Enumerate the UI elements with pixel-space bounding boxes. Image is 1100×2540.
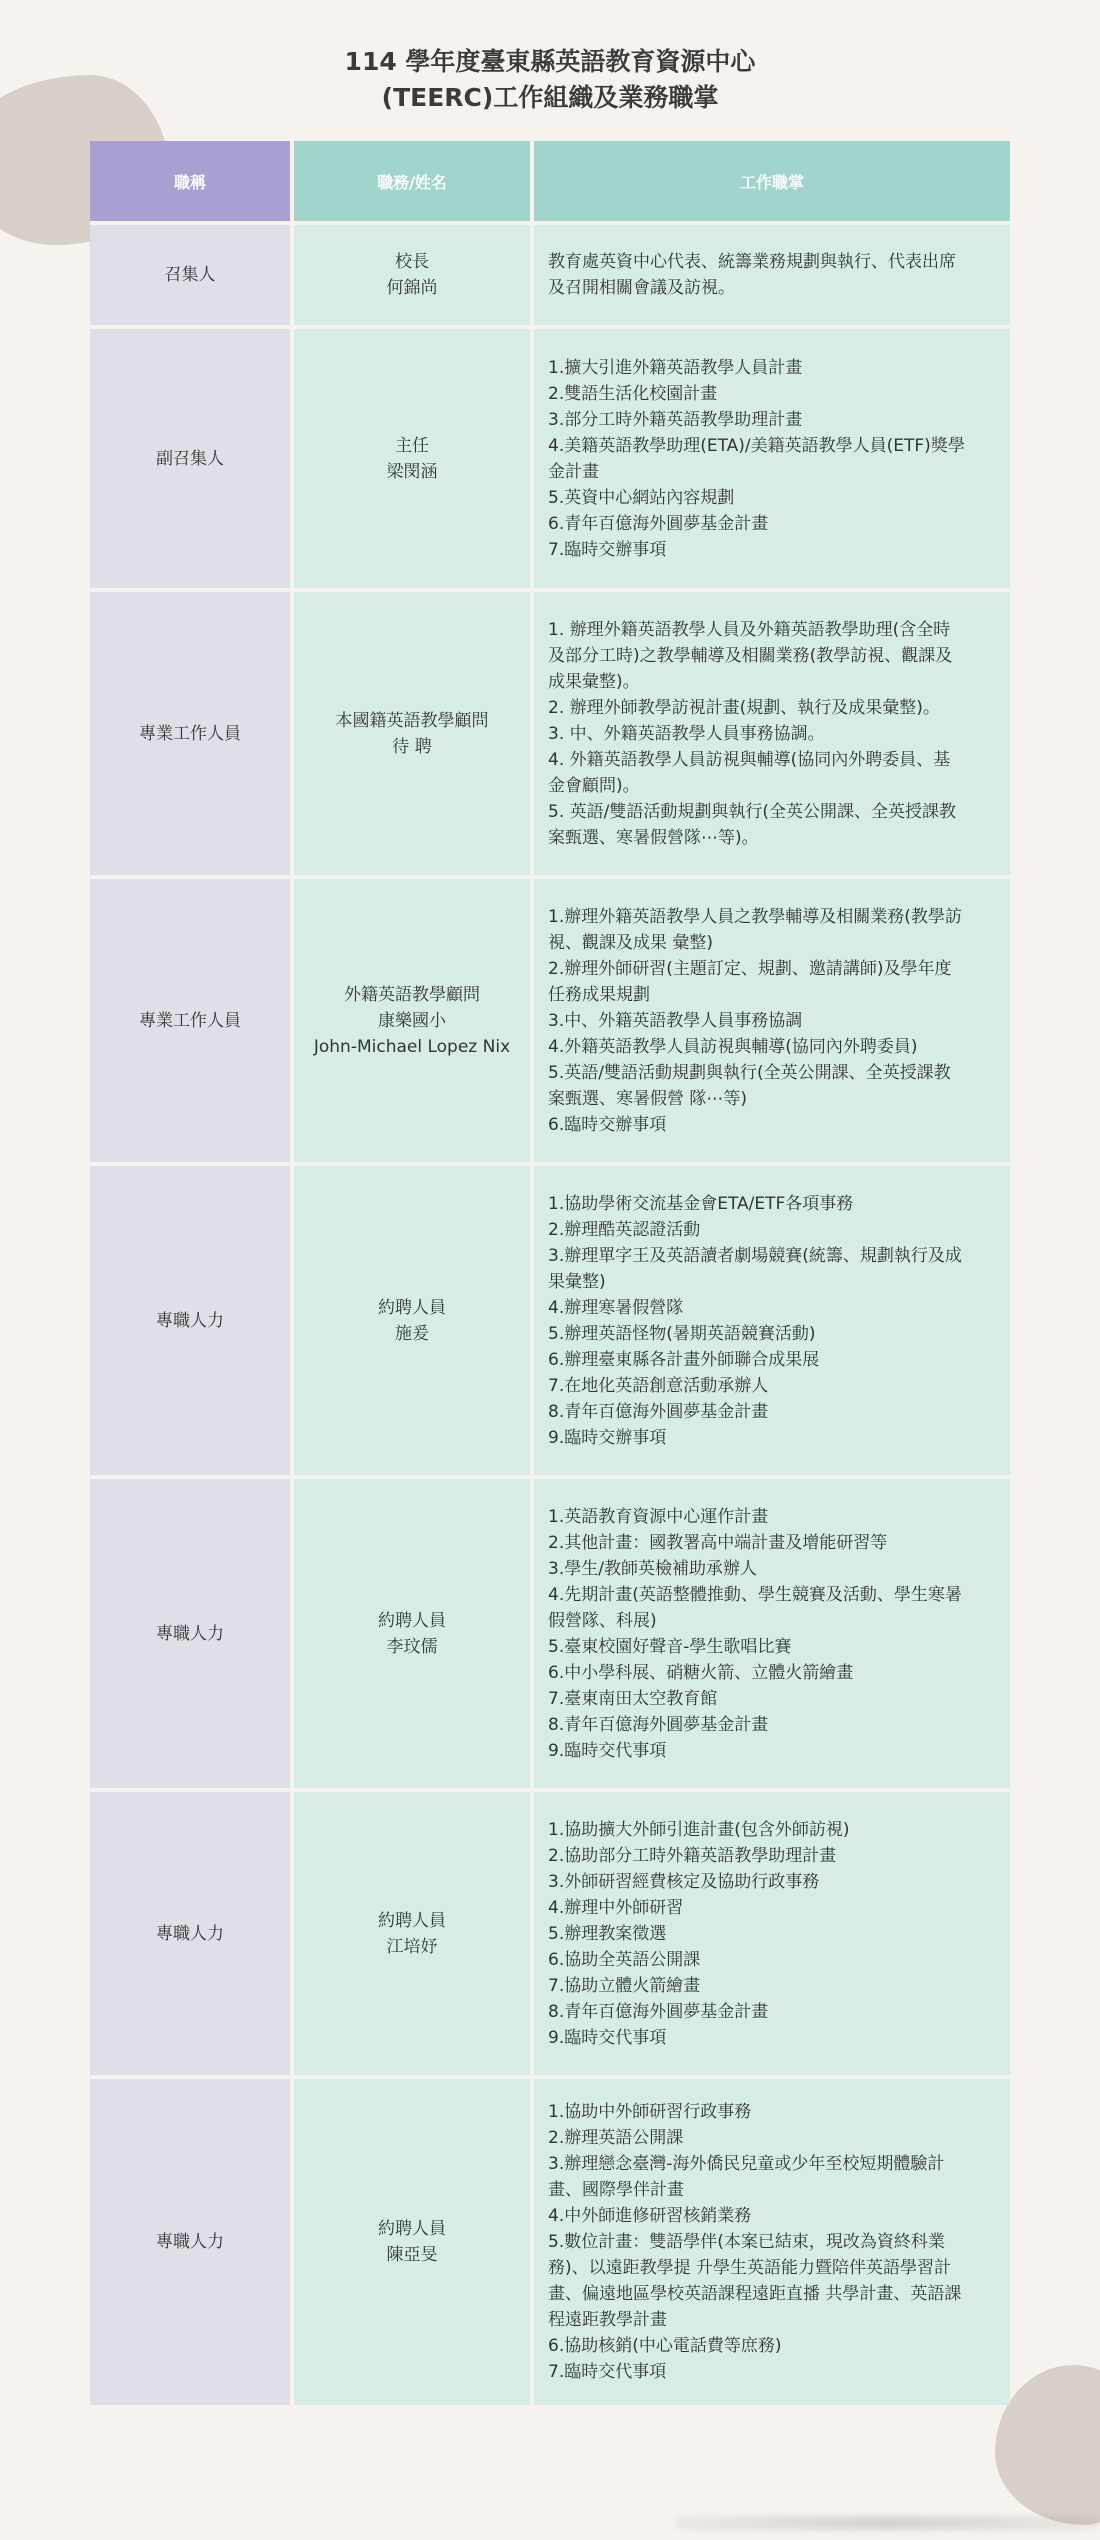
name-line: 李玟儒: [386, 1636, 438, 1657]
table-row: [90, 221, 1010, 325]
duty-item: 視、觀課及成果 彙整): [548, 932, 714, 953]
duty-item: 4.辦理寒暑假營隊: [548, 1297, 684, 1318]
table-header-row: [90, 141, 1010, 221]
duty-item: 7.臨時交代事項: [548, 2362, 667, 2382]
duty-item: 1.英語教育資源中心運作計畫: [548, 1506, 769, 1527]
duty-item: 4.先期計畫(英語整體推動、學生競賽及活動、學生寒暑: [548, 1584, 962, 1605]
role-cell: 專職人力: [90, 1162, 290, 1475]
name-cell: [294, 1788, 530, 2075]
duty-item: 1.擴大引進外籍英語教學人員計畫: [548, 357, 803, 378]
duty-item: 3.辦理單字王及英語讀者劇場競賽(統籌、規劃執行及成: [548, 1245, 962, 1266]
duty-item: 2.其他計畫：國教署高中端計畫及增能研習等: [548, 1532, 888, 1553]
duty-item: 及召開相關會議及訪視。: [548, 278, 735, 298]
name-cell: [294, 875, 530, 1162]
duty-item: 1.協助中外師研習行政事務: [548, 2102, 752, 2122]
role-cell: 專職人力: [90, 1788, 290, 2075]
name-line: 本國籍英語教學顧問: [335, 710, 489, 731]
duty-item: 2.辦理英語公開課: [548, 2128, 684, 2148]
duty-item: 金會顧問)。: [548, 775, 640, 796]
duty-item: 程遠距教學計畫: [548, 2310, 667, 2330]
name-line: 約聘人員: [378, 1297, 446, 1318]
name-line: 校長: [395, 252, 429, 272]
name-line: 梁閔涵: [386, 461, 438, 482]
name-cell: [294, 2075, 530, 2405]
name-line: 施爰: [395, 1323, 429, 1344]
duty-item: 7.協助立體火箭繪畫: [548, 1975, 701, 1996]
duty-item: 及部分工時)之教學輔導及相關業務(教學訪視、觀課及: [548, 645, 953, 666]
duty-item: 2.辦理酷英認證活動: [548, 1219, 701, 1240]
duty-item: 案甄選、寒暑假營隊⋯等)。: [548, 827, 759, 848]
duty-item: 3. 中、外籍英語教學人員事務協調。: [548, 723, 825, 744]
duty-cell: [534, 2075, 1010, 2405]
duty-item: 9.臨時交辦事項: [548, 1427, 667, 1448]
header-duty: 工作職掌: [534, 141, 1010, 221]
name-cell: [294, 221, 530, 325]
name-line: 約聘人員: [378, 1910, 446, 1931]
role-cell: 副召集人: [90, 325, 290, 588]
duty-cell: [534, 1475, 1010, 1788]
duty-item: 4.辦理中外師研習: [548, 1897, 684, 1918]
duty-item: 4.中外師進修研習核銷業務: [548, 2206, 752, 2226]
duty-item: 2.雙語生活化校園計畫: [548, 383, 718, 404]
duty-item: 3.辦理戀念臺灣-海外僑民兒童或少年至校短期體驗計: [548, 2154, 945, 2174]
role-cell: 專業工作人員: [90, 588, 290, 875]
name-line: 外籍英語教學顧問: [344, 984, 480, 1005]
duty-item: 4.美籍英語教學助理(ETA)/美籍英語教學人員(ETF)獎學: [548, 435, 965, 456]
table-row: [90, 325, 1010, 588]
duty-item: 2.協助部分工時外籍英語教學助理計畫: [548, 1845, 837, 1866]
duty-item: 4.外籍英語教學人員訪視與輔導(協同內外聘委員): [548, 1036, 918, 1057]
decorative-shadow: [675, 2516, 1100, 2530]
duty-item: 務)、以遠距教學提 升學生英語能力暨陪伴英語學習計: [548, 2258, 952, 2278]
duty-item: 1. 辦理外籍英語教學人員及外籍英語教學助理(含全時: [548, 619, 951, 640]
organization-table: [86, 141, 1014, 2405]
name-line: 康樂國小: [378, 1010, 446, 1031]
name-cell: [294, 588, 530, 875]
duty-item: 3.學生/教師英檢補助承辦人: [548, 1558, 757, 1579]
duty-item: 果彙整): [548, 1271, 606, 1292]
page-title: [0, 44, 1100, 116]
name-cell: [294, 1162, 530, 1475]
duty-item: 6.中小學科展、硝糖火箭、立體火箭繪畫: [548, 1662, 854, 1683]
name-cell: [294, 325, 530, 588]
name-line: 約聘人員: [378, 2219, 446, 2239]
duty-item: 5.臺東校園好聲音-學生歌唱比賽: [548, 1636, 792, 1657]
duty-item: 8.青年百億海外圓夢基金計畫: [548, 1714, 769, 1735]
duty-item: 6.辦理臺東縣各計畫外師聯合成果展: [548, 1349, 820, 1370]
role-cell: 專業工作人員: [90, 875, 290, 1162]
name-line: 陳亞旻: [386, 2245, 438, 2265]
duty-item: 5.英資中心網站內容規劃: [548, 487, 735, 508]
table-row: [90, 1475, 1010, 1788]
duty-item: 畫、國際學伴計畫: [548, 2180, 684, 2200]
duty-cell: [534, 1788, 1010, 2075]
duty-cell: [534, 221, 1010, 325]
duty-item: 6.臨時交辦事項: [548, 1114, 667, 1135]
duty-item: 1.協助擴大外師引進計畫(包含外師訪視): [548, 1819, 850, 1840]
name-line: 約聘人員: [378, 1610, 446, 1631]
role-cell: 專職人力: [90, 2075, 290, 2405]
name-cell: [294, 1475, 530, 1788]
duty-item: 教育處英資中心代表、統籌業務規劃與執行、代表出席: [548, 252, 956, 272]
role-cell: 專職人力: [90, 1475, 290, 1788]
duty-item: 6.協助全英語公開課: [548, 1949, 701, 1970]
role-cell: 召集人: [90, 221, 290, 325]
duty-item: 成果彙整)。: [548, 671, 640, 692]
duty-item: 2.辦理外師研習(主題訂定、規劃、邀請講師)及學年度: [548, 958, 952, 979]
duty-item: 7.臨時交辦事項: [548, 539, 667, 560]
title-line-1: 114 學年度臺東縣英語教育資源中心: [344, 47, 756, 76]
duty-item: 任務成果規劃: [548, 984, 650, 1005]
title-line-2: (TEERC)工作組織及業務職掌: [381, 83, 719, 112]
table-row: [90, 1788, 1010, 2075]
duty-item: 1.辦理外籍英語教學人員之教學輔導及相關業務(教學訪: [548, 906, 962, 927]
duty-item: 2. 辦理外師教學訪視計畫(規劃、執行及成果彙整)。: [548, 697, 940, 718]
duty-item: 4. 外籍英語教學人員訪視與輔導(協同內外聘委員、基: [548, 749, 951, 770]
header-role: 職稱: [90, 141, 290, 221]
duty-item: 6.協助核銷(中心電話費等庶務): [548, 2336, 782, 2356]
duty-cell: [534, 588, 1010, 875]
duty-item: 5.辦理教案徵選: [548, 1923, 667, 1944]
duty-item: 9.臨時交代事項: [548, 2027, 667, 2048]
header-name: 職務/姓名: [294, 141, 530, 221]
duty-item: 1.協助學術交流基金會ETA/ETF各項事務: [548, 1193, 854, 1214]
duty-item: 3.部分工時外籍英語教學助理計畫: [548, 409, 803, 430]
duty-item: 8.青年百億海外圓夢基金計畫: [548, 2001, 769, 2022]
name-line: 江培妤: [386, 1936, 438, 1957]
duty-item: 5.辦理英語怪物(暑期英語競賽活動): [548, 1323, 816, 1344]
duty-cell: [534, 325, 1010, 588]
duty-item: 7.在地化英語創意活動承辦人: [548, 1375, 769, 1396]
duty-item: 5.英語/雙語活動規劃與執行(全英公開課、全英授課教: [548, 1062, 951, 1083]
duty-item: 5. 英語/雙語活動規劃與執行(全英公開課、全英授課教: [548, 801, 956, 822]
duty-item: 7.臺東南田太空教育館: [548, 1688, 718, 1709]
duty-item: 5.數位計畫：雙語學伴(本案已結束，現改為資終科業: [548, 2232, 945, 2252]
duty-item: 6.青年百億海外圓夢基金計畫: [548, 513, 769, 534]
name-line: 何錦尚: [386, 278, 438, 298]
table-row: [90, 875, 1010, 1162]
duty-item: 案甄選、寒暑假營 隊⋯等): [548, 1088, 748, 1109]
duty-item: 畫、偏遠地區學校英語課程遠距直播 共學計畫、英語課: [548, 2284, 962, 2304]
duty-cell: [534, 875, 1010, 1162]
table-row: [90, 2075, 1010, 2405]
table-row: [90, 588, 1010, 875]
table-row: [90, 1162, 1010, 1475]
name-line: John-Michael Lopez Nix: [313, 1036, 511, 1057]
name-line: 待 聘: [392, 736, 432, 757]
duty-item: 3.中、外籍英語教學人員事務協調: [548, 1010, 803, 1031]
duty-cell: [534, 1162, 1010, 1475]
duty-item: 3.外師研習經費核定及協助行政事務: [548, 1871, 820, 1892]
duty-item: 9.臨時交代事項: [548, 1740, 667, 1761]
duty-item: 金計畫: [548, 461, 599, 482]
duty-item: 假營隊、科展): [548, 1610, 657, 1631]
name-line: 主任: [395, 435, 429, 456]
duty-item: 8.青年百億海外圓夢基金計畫: [548, 1401, 769, 1422]
